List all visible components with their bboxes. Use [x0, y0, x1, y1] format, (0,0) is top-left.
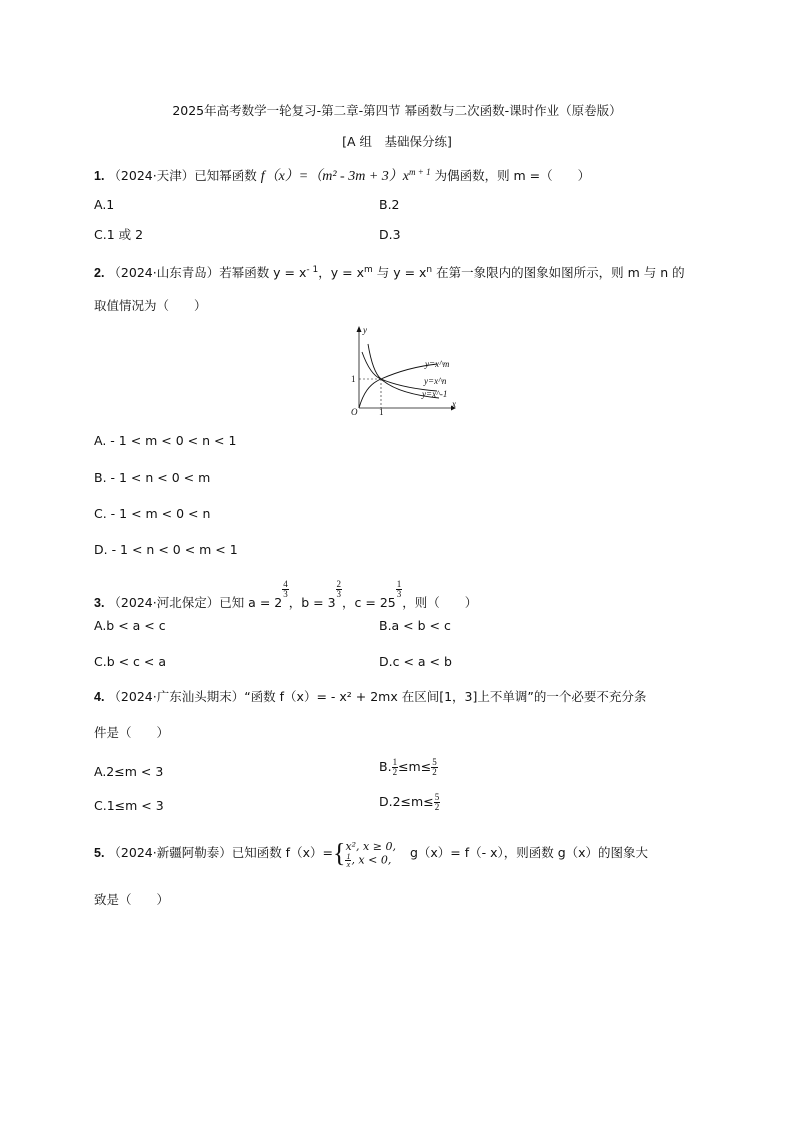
option-c: C.1≤m < 3 — [94, 798, 164, 813]
numerator: 1 — [392, 757, 398, 767]
section-heading: [A 组 基础保分练] — [342, 134, 452, 149]
y-axis-label: y — [363, 325, 367, 335]
option-label: B. — [379, 759, 392, 774]
exponent: m — [363, 265, 373, 275]
fraction — [434, 793, 441, 812]
question-2 — [94, 261, 685, 282]
question-text: 在第一象限内的图象如图所示，则 m 与 n 的 — [432, 265, 685, 281]
option-b: B.2 — [379, 197, 400, 212]
question-text: （2024·广东汕头期末）“函数 f（x）= - x² + 2mx 在区间[1，3]上不单调”的一个必要不充分条 — [108, 689, 647, 704]
curve-n-label: y=x^n — [424, 376, 447, 386]
option-c: C.b < c < a — [94, 654, 167, 669]
question-source: （2024·天津）已知幂函数 — [108, 168, 257, 184]
question-text: 与 y = x — [372, 265, 427, 281]
question-number: 2. — [94, 266, 105, 281]
option-d: D.c < a < b — [379, 654, 452, 669]
denominator: x — [346, 859, 351, 869]
denominator: 3 — [396, 589, 402, 599]
question-expression: f（x）=（m² - 3m + 3）x — [260, 169, 409, 185]
option-d — [379, 793, 440, 812]
question-number: 3. — [94, 596, 105, 610]
numerator: 1 — [346, 851, 351, 861]
question-text: （2024·新疆阿勒泰）已知函数 f（x）= — [108, 845, 333, 860]
option-a: A.1 — [94, 197, 115, 212]
question-text: ，c = 25 — [342, 595, 396, 610]
power-function-graph — [339, 324, 459, 416]
numerator: 4 — [283, 579, 288, 589]
option-d: D. - 1 < n < 0 < m < 1 — [94, 542, 238, 557]
denominator: 3 — [283, 589, 288, 599]
denominator: 2 — [432, 767, 437, 777]
question-text: （2024·河北保定）已知 a = 2 — [108, 595, 283, 610]
option-a: A. - 1 < m < 0 < n < 1 — [94, 433, 237, 448]
option-b: B.a < b < c — [379, 618, 451, 633]
option-a: A.b < a < c — [94, 618, 166, 633]
option-c: C. - 1 < m < 0 < n — [94, 506, 211, 521]
exponent: n — [426, 265, 433, 275]
curve-m-label: y=x^m — [425, 359, 450, 369]
curve-neg-label: y=x^-1 — [422, 389, 448, 399]
case-2-condition: , x < 0, — [351, 853, 392, 866]
fraction — [431, 758, 438, 777]
denominator: 3 — [336, 589, 342, 599]
question-text: （2024·山东青岛）若幂函数 y = x — [108, 265, 307, 281]
question-3 — [94, 580, 477, 612]
option-c: C.1 或 2 — [94, 227, 144, 242]
left-brace: { — [332, 838, 346, 868]
question-4 — [94, 688, 646, 706]
option-a: A.2≤m < 3 — [94, 764, 164, 779]
question-text: ，y = x — [318, 265, 364, 281]
numerator: 5 — [434, 792, 440, 802]
question-text: ，b = 3 — [288, 595, 336, 610]
piecewise-cases — [345, 840, 396, 868]
option-b — [379, 758, 438, 777]
origin-label: O — [351, 407, 358, 416]
exponent: - 1 — [306, 265, 319, 275]
numerator: 1 — [396, 579, 402, 589]
numerator: 2 — [336, 579, 342, 589]
question-tail: g（x）= f（- x），则函数 g（x）的图象大 — [409, 845, 649, 860]
case-2 — [345, 853, 396, 868]
option-text: ≤m≤ — [398, 759, 432, 774]
numerator: 5 — [432, 757, 437, 767]
question-1 — [94, 163, 590, 186]
question-number: 1. — [94, 169, 105, 184]
x-one-label: 1 — [379, 407, 384, 416]
question-tail: ，则（ ） — [402, 595, 478, 610]
document-title: 2025年高考数学一轮复习-第二章-第四节 幂函数与二次函数-课时作业（原卷版） — [172, 103, 622, 118]
y-one-label: 1 — [351, 374, 356, 384]
option-text: D.2≤m≤ — [379, 794, 434, 809]
question-tail: 为偶函数，则 m =（ ） — [434, 168, 591, 184]
question-2-line2: 取值情况为（ ） — [94, 298, 207, 313]
option-d: D.3 — [379, 227, 401, 242]
option-b: B. - 1 < n < 0 < m — [94, 470, 211, 485]
x-axis-label: x — [452, 399, 456, 409]
exponent: m + 1 — [409, 167, 431, 177]
y-axis-arrow — [357, 326, 362, 332]
question-4-line2: 件是（ ） — [94, 725, 170, 740]
denominator: 2 — [434, 802, 440, 812]
question-5-line2: 致是（ ） — [94, 892, 170, 907]
question-5 — [94, 838, 648, 869]
denominator: 2 — [392, 767, 398, 777]
question-number: 4. — [94, 690, 105, 704]
question-number: 5. — [94, 846, 105, 860]
case-1: x², x ≥ 0, — [345, 839, 396, 853]
